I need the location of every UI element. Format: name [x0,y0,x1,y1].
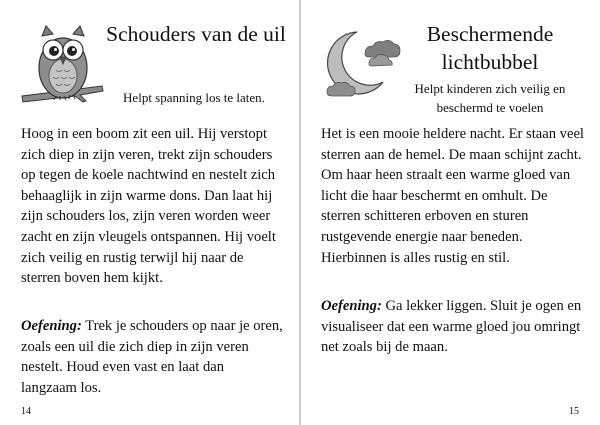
owl-on-branch-icon [20,22,106,108]
exercise-paragraph [321,296,585,358]
left-page [0,0,299,425]
page-title: Schouders van de uil [106,22,286,46]
right-page [301,0,600,425]
moon-clouds-icon [317,28,401,104]
exercise-text: Trek je schouders op naar je oren, zoals een uil die zich diep in zijn veren nestelt. Houd even vast en laat dan langzaam los. [21,318,283,396]
page-number: 15 [569,406,579,417]
exercise-paragraph [21,316,283,398]
page-subtitle: Helpt spanning los te laten. [123,90,265,105]
body-paragraph: Hoog in een boom zit een uil. Hij verstopt zich diep in zijn veren, trekt zijn schouders op tegen de koele nachtwind en nestelt zich behaaglijk in zijn warme dons. Dan laat hij zijn schouders los, zijn veren worden weer zacht en zijn vleugels ontspannen. Hij voelt zich veilig en rustig terwijl hij naar de sterren boven hem kijkt. [21,126,276,287]
body-paragraph: Het is een mooie heldere nacht. Er staan veel sterren aan de hemel. De maan schijnt zacht. Om haar heen straalt een warme gloed van licht die haar beschermt en omhult. De sterren schitteren erboven en sturen rustgevende energie naar beneden. Hierbinnen is alles rustig en stil. [321,126,584,266]
exercise-label: Oefening: [321,298,382,314]
page-title: Beschermende lichtbubbel [426,22,554,74]
exercise-text: Ga lekker liggen. Sluit je ogen en visualiseer dat een warme gloed jou omringt net zoals bij de maan. [321,298,582,356]
page-subtitle: Helpt kinderen zich veilig en beschermd te voelen [414,81,566,115]
exercise-label: Oefening: [21,318,82,334]
page-number: 14 [21,406,31,417]
